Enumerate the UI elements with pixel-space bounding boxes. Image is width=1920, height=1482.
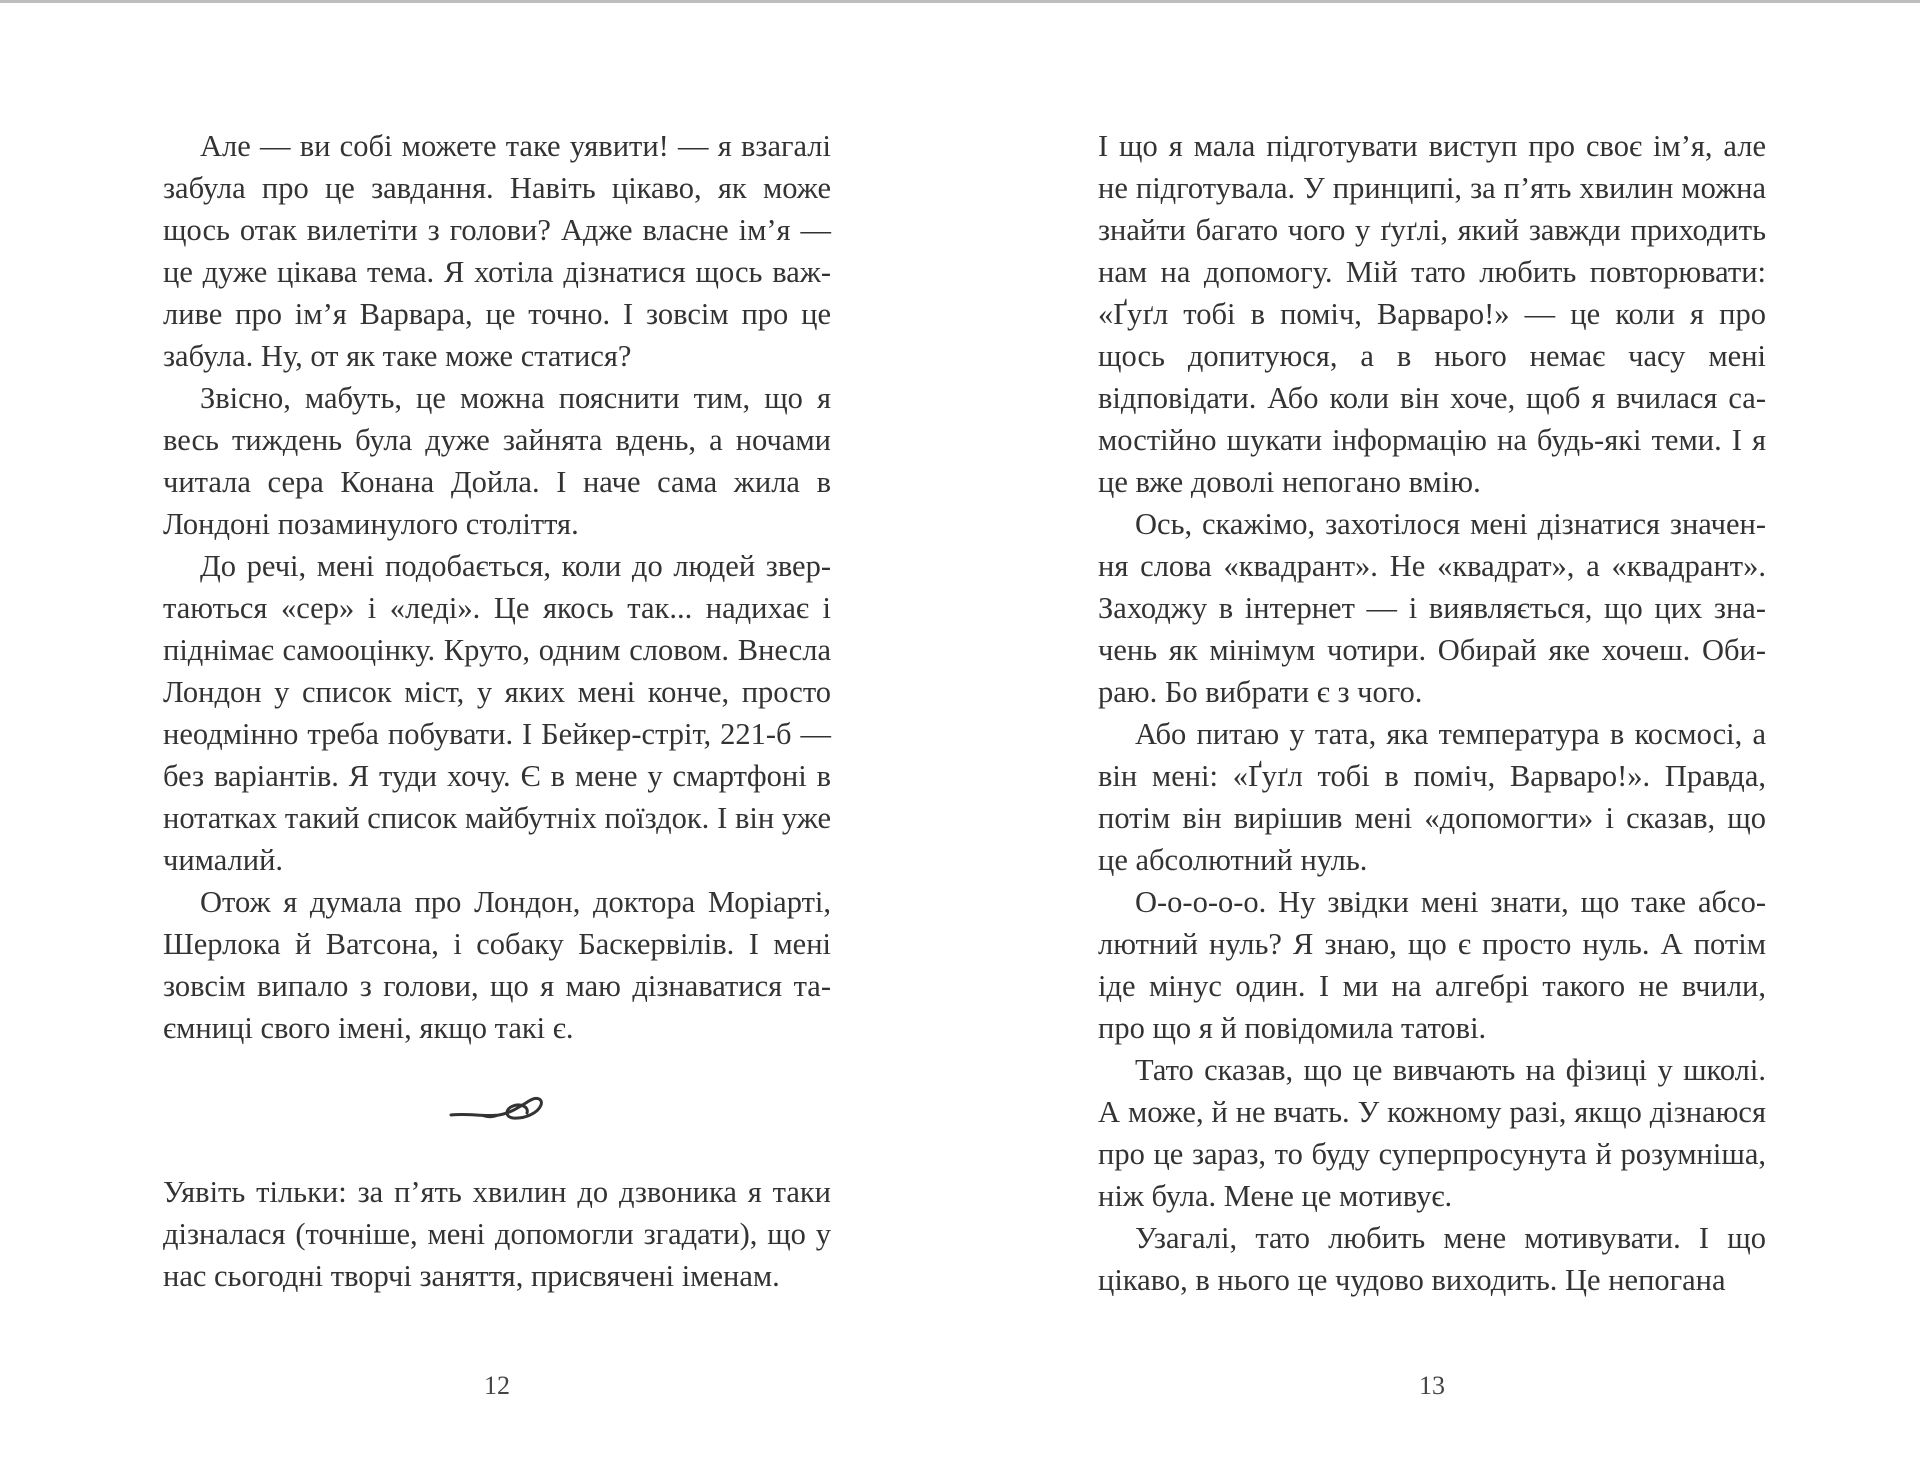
paragraph: Отож я думала про Лондон, доктора Моріарті, Шерлока й Ватсона, і собаку Баскервілів. І мені зовсім випало з голови, що я маю дізнаватися таємниці свого імені, якщо такі є. xyxy=(163,885,831,1045)
paragraph: О-о-о-о-о. Ну звідки мені знати, що таке абсолютний нуль? Я знаю, що є просто нуль. А потім іде мінус один. І ми на алгебрі такого не вчили, про що я й повідомила татові. xyxy=(1098,885,1766,1045)
left-page-after-break xyxy=(163,1171,831,1297)
right-page-text xyxy=(1098,125,1766,1301)
paragraph: Тато сказав, що це вивчають на фізиці у школі. А може, й не вчать. У кожному разі, якщо дізнаюся про це зараз, то буду суперпросунута й розумніша, ніж була. Мене це мотивує. xyxy=(1098,1053,1766,1213)
page-number: 12 xyxy=(484,1371,510,1400)
leaf-flourish-icon xyxy=(449,1091,545,1125)
paragraph: Але — ви собі можете таке уявити! — я взагалі забула про це завдання. Навіть цікаво, як може щось отак вилетіти з голови? Адже власне ім’я — це дуже цікава тема. Я хотіла дізнатися щось важливе про ім’я Варвара, це точно. І зовсім про це забула. Ну, от як таке може статися? xyxy=(163,129,831,373)
paragraph: Уявіть тільки: за п’ять хвилин до дзвоника я таки дізналася (точніше, мені допомогли згадати), що у нас сьогодні творчі заняття, присвячені іменам. xyxy=(163,1175,831,1293)
paragraph: До речі, мені подобається, коли до людей звертаються «сер» і «леді». Це якось так... надихає і піднімає самооцінку. Круто, одним словом. Внесла Лондон у список міст, у яких мені конче, просто неодмінно треба побувати. І Бейкер-стріт, 221-б — без варіантів. Я туди хочу. Є в мене у смартфоні в нотатках такий список майбутніх поїздок. І він уже чималий. xyxy=(163,549,831,877)
right-page xyxy=(1098,0,1766,1482)
paragraph: І що я мала підготувати виступ про своє ім’я, але не підготувала. У принципі, за п’ять хвилин можна знайти багато чого у ґуґлі, який завжди приходить нам на допомогу. Мій тато любить повторювати: «Ґуґл тобі в поміч, Варваро!» — це коли я про щось допитуюся, а в нього немає часу мені відповідати. Або коли він хоче, щоб я вчилася самостійно шукати інформацію на будь-які теми. І я це вже доволі непогано вмію. xyxy=(1098,129,1766,499)
page-number: 13 xyxy=(1419,1371,1445,1400)
left-page-text xyxy=(163,125,831,1049)
left-page xyxy=(163,0,831,1482)
paragraph: Узагалі, тато любить мене мотивувати. І що цікаво, в нього це чудово виходить. Це непогана xyxy=(1098,1221,1766,1297)
paragraph: Або питаю у тата, яка температура в космосі, а він мені: «Ґуґл тобі в поміч, Варваро!». Правда, потім він вирішив мені «допомогти» і сказав, що це абсолютний нуль. xyxy=(1098,717,1766,877)
paragraph: Звісно, мабуть, це можна пояснити тим, що я весь тиждень була дуже зайнята вдень, а ночами читала сера Конана Дойла. І наче сама жила в Лондоні позаминулого століття. xyxy=(163,381,831,541)
paragraph: Ось, скажімо, захотілося мені дізнатися значення слова «квадрант». Не «квадрат», а «квадрант». Заходжу в інтернет — і виявляється, що цих значень як мінімум чотири. Обирай яке хочеш. Обираю. Бо вибрати є з чого. xyxy=(1098,507,1766,709)
